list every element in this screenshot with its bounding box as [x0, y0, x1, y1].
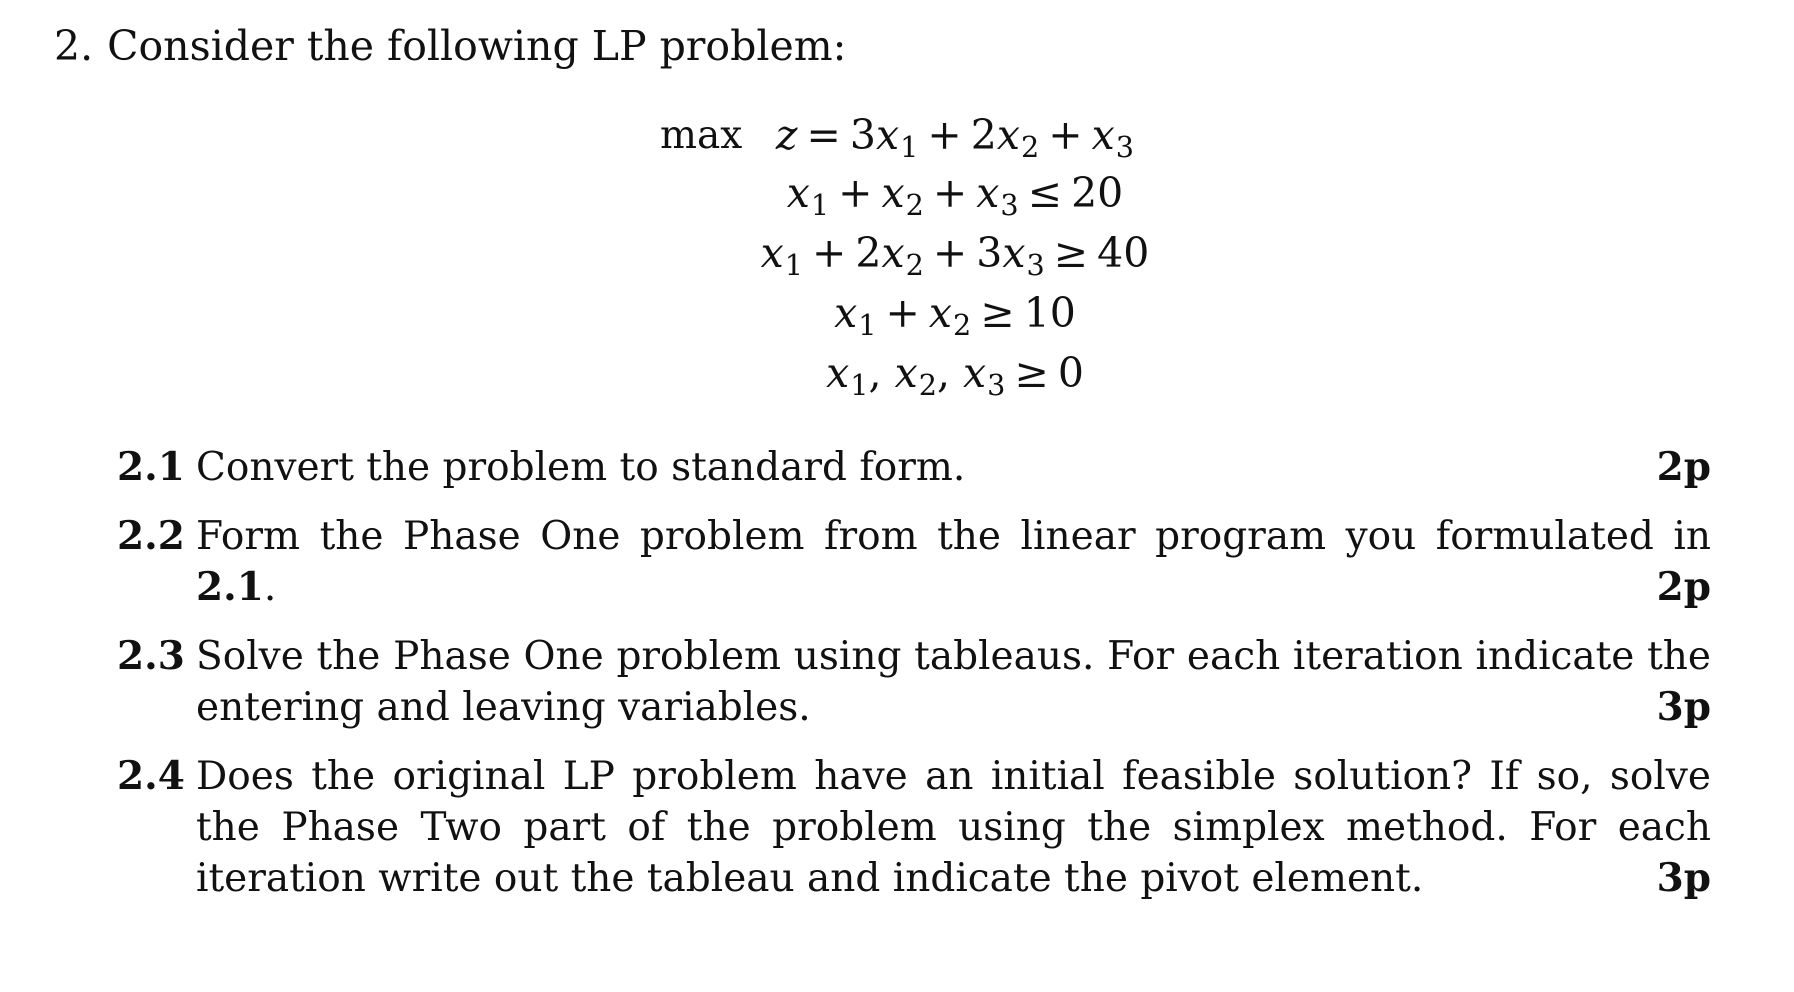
constraint-rhs: 10: [1023, 289, 1076, 337]
constraint-term: [855, 229, 924, 283]
objective-lhs-variable: z: [775, 111, 798, 159]
problem-heading: [54, 18, 846, 74]
variable-subscript: 1: [784, 248, 804, 283]
plus-operator: +: [932, 169, 968, 217]
subpart-number: 2.4: [117, 753, 185, 799]
variable-subscript: 3: [1115, 130, 1135, 165]
variable: x: [876, 111, 900, 159]
objective-term: [849, 111, 919, 165]
variable: x: [881, 229, 905, 277]
problem-heading-text: Consider the following LP problem:: [107, 22, 847, 70]
greater-than-or-equal-operator: ≥: [1053, 229, 1089, 277]
lp-formulation: [0, 102, 1794, 420]
subpart-2-4: [117, 751, 1711, 904]
variable-subscript: 1: [900, 130, 919, 165]
objective-max-label: max: [660, 113, 743, 158]
coefficient: 3: [849, 111, 877, 159]
greater-than-or-equal-operator: ≥: [1014, 349, 1049, 397]
variable: x: [1091, 111, 1115, 159]
variable: x: [928, 289, 953, 337]
plus-operator: +: [927, 111, 962, 159]
subparts-list: [117, 442, 1711, 922]
variable: x: [894, 349, 918, 397]
subpart-number: 2.2: [117, 513, 185, 559]
constraint-term: [786, 169, 830, 223]
variable: x: [826, 349, 850, 397]
constraint-3: [834, 286, 1076, 352]
points-label: 3p: [1656, 855, 1711, 901]
nonnegative-variable: [826, 349, 869, 403]
variable: x: [976, 169, 1000, 217]
nonnegativity-rhs: 0: [1057, 349, 1084, 397]
points-label: 3p: [1656, 684, 1711, 730]
objective-term: [1091, 111, 1135, 165]
constraint-term: [976, 229, 1045, 283]
subpart-2-1: [117, 442, 1711, 493]
variable: x: [786, 169, 810, 217]
less-than-or-equal-operator: ≤: [1027, 169, 1063, 217]
coefficient: 3: [976, 229, 1003, 277]
constraint-1: [787, 166, 1124, 232]
plus-operator: +: [838, 169, 873, 217]
variable: x: [996, 111, 1021, 159]
greater-than-or-equal-operator: ≥: [980, 289, 1015, 337]
subpart-text: Solve the Phase One problem using tableaus. For each iteration indicate the entering and leaving variables.: [196, 634, 1711, 730]
objective-term: [970, 111, 1040, 165]
variable: x: [834, 289, 858, 337]
constraint-term: [834, 289, 877, 343]
variable: x: [881, 169, 905, 217]
variable: x: [760, 229, 784, 277]
objective-function: [776, 108, 1134, 174]
variable-subscript: 2: [918, 368, 937, 403]
variable-subscript: 2: [1021, 130, 1040, 165]
subpart-text-before-reference: Form the Phase One problem from the linear program you formulated in: [196, 514, 1711, 559]
comma-separator: ,: [936, 349, 964, 397]
nonnegative-variable: [963, 349, 1006, 403]
comma-separator: ,: [868, 349, 895, 397]
plus-operator: +: [932, 229, 968, 277]
variable: x: [1002, 229, 1026, 277]
variable-subscript: 3: [1026, 248, 1045, 283]
variable-subscript: 1: [850, 368, 869, 403]
subpart-number: 2.1: [117, 444, 185, 490]
variable: x: [963, 349, 987, 397]
variable-subscript: 1: [810, 188, 830, 223]
subpart-text: Does the original LP problem have an initial feasible solution? If so, solve the Phase Two part of the problem using the simplex method. For each iteration write out the tableau and indicate the pivot element.: [196, 754, 1711, 901]
subpart-text: [196, 511, 1711, 613]
plus-operator: +: [812, 229, 847, 277]
subpart-number: 2.3: [117, 633, 185, 679]
coefficient: 2: [970, 111, 997, 159]
constraint-term: [760, 229, 804, 283]
constraint-rhs: 20: [1071, 169, 1124, 217]
plus-operator: +: [1048, 111, 1083, 159]
constraint-rhs: 40: [1097, 229, 1150, 277]
variable-subscript: 2: [905, 188, 924, 223]
subpart-2-2: [117, 511, 1711, 613]
plus-operator: +: [885, 289, 920, 337]
nonnegative-variable: [894, 349, 937, 403]
points-label: 2p: [1656, 564, 1711, 610]
constraint-term: [976, 169, 1019, 223]
variable-subscript: 3: [987, 368, 1006, 403]
variable-subscript: 2: [953, 308, 972, 343]
nonnegativity-constraint: [826, 346, 1084, 412]
subpart-2-3: [117, 631, 1711, 733]
variable-subscript: 1: [858, 308, 877, 343]
constraint-term: [928, 289, 972, 343]
subpart-text-after-reference: .: [263, 565, 277, 610]
variable-subscript: 3: [1000, 188, 1019, 223]
subpart-reference: 2.1: [196, 564, 264, 610]
constraint-term: [881, 169, 924, 223]
coefficient: 2: [855, 229, 882, 277]
variable-subscript: 2: [905, 248, 924, 283]
objective-equals-sign: =: [806, 111, 841, 159]
subpart-text: Convert the problem to standard form.: [196, 445, 966, 490]
problem-number: 2.: [54, 22, 94, 70]
points-label: 2p: [1656, 444, 1711, 490]
constraint-2: [761, 226, 1150, 292]
